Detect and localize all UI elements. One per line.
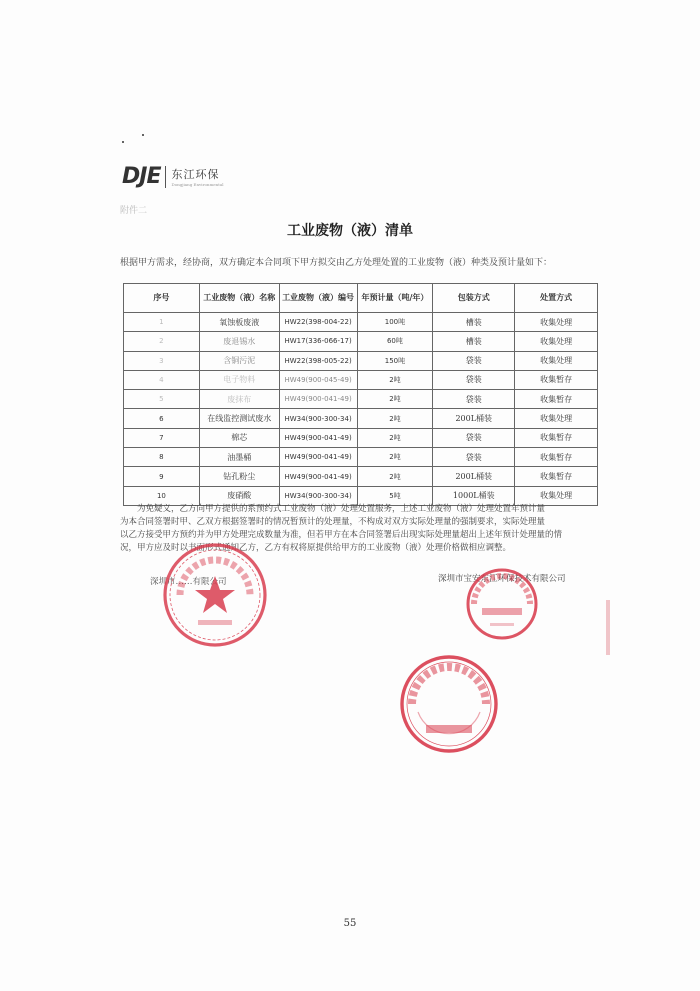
cell-disposal: 收集暂存: [515, 390, 598, 409]
table-row: [124, 351, 598, 370]
cell-packaging: 袋装: [433, 448, 515, 467]
business-seal: [398, 652, 500, 756]
cell-packaging: 袋装: [433, 370, 515, 389]
cell-waste-name: 氧蚀板废液: [199, 313, 279, 332]
table-row: [124, 313, 598, 332]
table-header-row: [124, 284, 598, 313]
cell-disposal: 收集暂存: [515, 467, 598, 486]
cell-packaging: 槽装: [433, 313, 515, 332]
waste-list-table: [123, 283, 598, 506]
cell-seq: 1: [124, 313, 200, 332]
header-annual-amount: 年预计量（吨/年）: [357, 284, 433, 313]
cell-annual-amount: 150吨: [357, 351, 433, 370]
cell-packaging: 200L桶装: [433, 467, 515, 486]
header-packaging: 包装方式: [433, 284, 515, 313]
cell-seq: 8: [124, 448, 200, 467]
logo-subtitle: Dongjiang Environmental: [171, 182, 224, 187]
logo-text: [171, 166, 223, 187]
cell-disposal: 收集处理: [515, 486, 598, 505]
cell-waste-code: HW22(398-005-22): [279, 351, 357, 370]
paragraph-line: 为免疑义，乙方向甲方提供的系预约式工业废物（液）处理处置服务，上述工业废物（液）处理处置年预计量: [137, 504, 546, 514]
cell-disposal: 收集处理: [515, 409, 598, 428]
cell-disposal: 收集暂存: [515, 370, 598, 389]
cell-waste-code: HW49(900-045-49): [279, 370, 357, 389]
cell-annual-amount: 2吨: [357, 467, 433, 486]
cell-waste-name: 含铜污泥: [199, 351, 279, 370]
table-row: [124, 428, 598, 447]
cell-waste-name: 废抹布: [199, 390, 279, 409]
header-seq: 序号: [124, 284, 200, 313]
cell-packaging: 袋装: [433, 351, 515, 370]
cell-waste-name: 在线监控测试废水: [199, 409, 279, 428]
intro-text: 根据甲方需求，经协商，双方确定本合同项下甲方拟交由乙方处理处置的工业废物（液）种类及预计量如下：: [120, 258, 553, 268]
cell-packaging: 200L桶装: [433, 409, 515, 428]
edge-seal-fragment: [606, 600, 610, 655]
cell-packaging: 1000L桶装: [433, 486, 515, 505]
cell-annual-amount: 2吨: [357, 390, 433, 409]
annex-label: 附件二: [120, 206, 148, 216]
cell-waste-name: 钻孔粉尘: [199, 467, 279, 486]
cell-seq: 9: [124, 467, 200, 486]
cell-waste-name: 油墨桶: [199, 448, 279, 467]
table-row: [124, 370, 598, 389]
cell-waste-name: 废退锡水: [199, 332, 279, 351]
table-row: [124, 332, 598, 351]
logo-separator: [165, 166, 166, 188]
cell-waste-code: HW49(900-041-49): [279, 428, 357, 447]
cell-seq: 3: [124, 351, 200, 370]
cell-seq: 7: [124, 428, 200, 447]
cell-seq: 2: [124, 332, 200, 351]
logo-company-name: 东江环保: [171, 168, 220, 181]
cell-waste-code: HW49(900-041-49): [279, 390, 357, 409]
cell-annual-amount: 5吨: [357, 486, 433, 505]
cell-disposal: 收集暂存: [515, 428, 598, 447]
table-row: [124, 409, 598, 428]
cell-waste-code: HW22(398-004-22): [279, 313, 357, 332]
paragraph-line: 为本合同签署时甲、乙双方根据签署时的情况暂预计的处理量，不构成对双方实际处理量的强制要求，实际处理量: [120, 517, 546, 527]
cell-waste-name: 电子物料: [199, 370, 279, 389]
paragraph-line: 以乙方接受甲方预约并为甲方处理完成数量为准，但若甲方在本合同签署后出现实际处理量超出上述年预计处理量的情: [120, 530, 563, 540]
party-a-seal: [160, 540, 270, 650]
page-number: 55: [343, 918, 357, 929]
cell-waste-code: HW49(900-041-49): [279, 448, 357, 467]
table-row: [124, 448, 598, 467]
cell-waste-code: HW17(336-066-17): [279, 332, 357, 351]
cell-annual-amount: 100吨: [357, 313, 433, 332]
cell-waste-code: HW49(900-041-49): [279, 467, 357, 486]
cell-seq: 4: [124, 370, 200, 389]
cell-disposal: 收集处理: [515, 313, 598, 332]
cell-annual-amount: 60吨: [357, 332, 433, 351]
logo-mark: DJE: [122, 164, 161, 189]
cell-packaging: 袋装: [433, 428, 515, 447]
cell-seq: 6: [124, 409, 200, 428]
header-waste-name: 工业废物（液）名称: [199, 284, 279, 313]
cell-waste-name: 棉芯: [199, 428, 279, 447]
cell-waste-code: HW34(900-300-34): [279, 409, 357, 428]
party-b-signature: 深圳市宝安东江环保技术有限公司: [438, 574, 566, 584]
cell-waste-name: 废硝酸: [199, 486, 279, 505]
paragraph-line: 况，甲方应及时以书面形式通知乙方，乙方有权将原提供给甲方的工业废物（液）处理价格做相应调整。: [120, 543, 512, 553]
cell-seq: 10: [124, 486, 200, 505]
scan-speck: [142, 134, 144, 136]
cell-packaging: 槽装: [433, 332, 515, 351]
cell-annual-amount: 2吨: [357, 370, 433, 389]
party-a-signature: 深圳市……有限公司: [150, 577, 227, 587]
cell-seq: 5: [124, 390, 200, 409]
cell-disposal: 收集处理: [515, 351, 598, 370]
cell-waste-code: HW34(900-300-34): [279, 486, 357, 505]
cell-annual-amount: 2吨: [357, 448, 433, 467]
cell-disposal: 收集暂存: [515, 448, 598, 467]
cell-packaging: 袋装: [433, 390, 515, 409]
document-title: 工业废物（液）清单: [287, 223, 413, 239]
table-row: [124, 390, 598, 409]
cell-annual-amount: 2吨: [357, 409, 433, 428]
cell-annual-amount: 2吨: [357, 428, 433, 447]
header-waste-code: 工业废物（液）编号: [279, 284, 357, 313]
cell-disposal: 收集处理: [515, 332, 598, 351]
scan-speck: [122, 141, 124, 143]
header-disposal: 处置方式: [515, 284, 598, 313]
table-row: [124, 467, 598, 486]
party-b-seal: [452, 568, 552, 640]
company-logo: [122, 164, 224, 189]
